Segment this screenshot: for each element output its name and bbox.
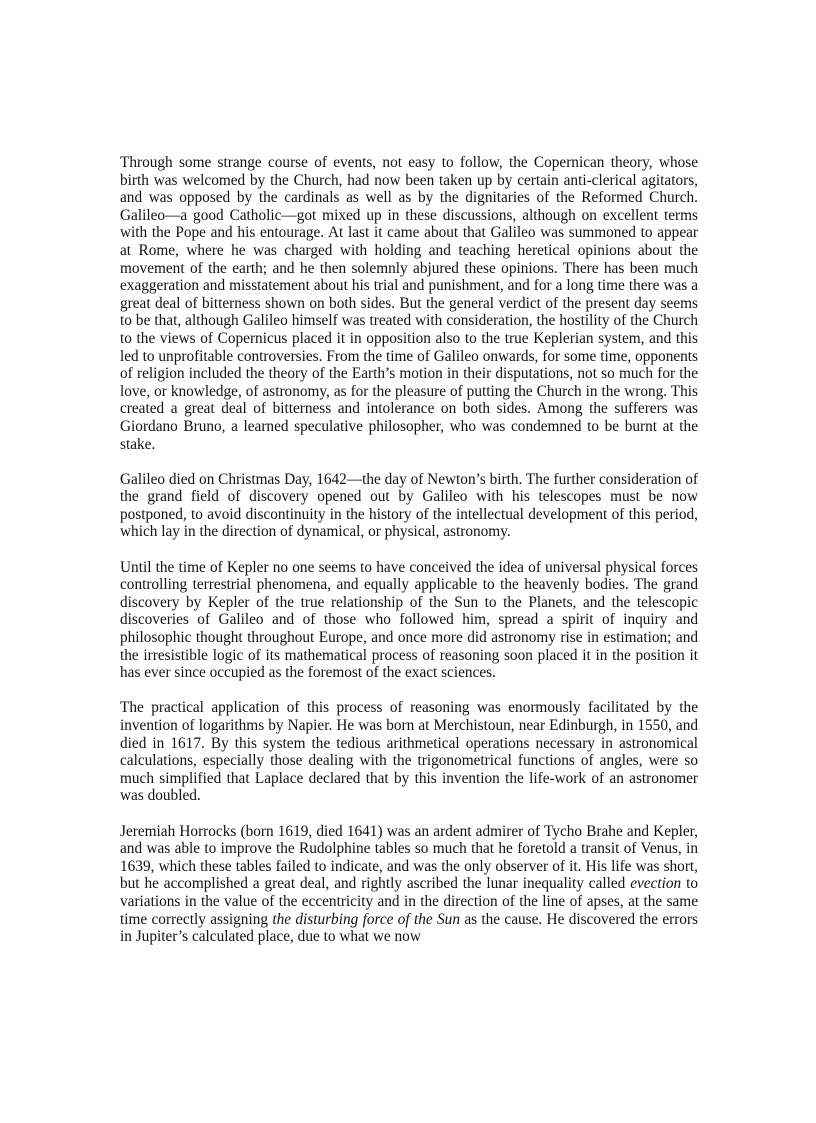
document-page	[120, 154, 698, 946]
emphasis-evection: evection	[630, 875, 682, 893]
paragraph-galileo-trial	[120, 154, 698, 453]
paragraph-napier-logarithms	[120, 699, 698, 805]
paragraph-text: Jeremiah Horrocks (born 1619, died 1641) was an ardent admirer of Tycho Brahe and Kepler, and was able to improve the Rudolphine tables so much that he foretold a transit of Venus, in 1639, which these tables failed to indicate, and was the only observer of it. His life was short, but he accomplished a great deal, and rightly ascribed the lunar inequality called	[120, 822, 698, 893]
paragraph-text: to variations in the value of the eccentricity and in the direction of the line of apses, at the same time correctly assigning	[120, 875, 698, 928]
paragraph-galileo-death	[120, 471, 698, 541]
paragraph-text: Until the time of Kepler no one seems to have conceived the idea of universal physical forces controlling terrestrial phenomena, and equally applicable to the heavenly bodies. The grand discovery by Kepler of the true relationship of the Sun to the Planets, and the telescopic discoveries of Galileo and of those who followed him, spread a spirit of inquiry and philosophic thought throughout Europe, and once more did astronomy rise in estimation; and the irresistible logic of its mathematical process of reasoning soon placed it in the position it has ever since occupied as the foremost of the exact sciences.	[120, 558, 698, 682]
paragraph-horrocks	[120, 823, 698, 946]
paragraph-text: Through some strange course of events, not easy to follow, the Copernican theory, whose birth was welcomed by the Church, had now been taken up by certain anti-clerical agitators, and was opposed by the cardinals as well as by the dignitaries of the Reformed Church. Galileo—a good Catholic—got mixed up in these discussions, although on excellent terms with the Pope and his entourage. At last it came about that Galileo was summoned to appear at Rome, where he was charged with holding and teaching heretical opinions about the movement of the earth; and he then solemnly abjured these opinions. There has been much exaggeration and misstatement about his trial and punishment, and for a long time there was a great deal of bitterness shown on both sides. But the general verdict of the present day seems to be that, although Galileo himself was treated with consideration, the hostility of the Church to the views of Copernicus placed it in opposition also to the true Keplerian system, and this led to unprofitable controversies. From the time of Galileo onwards, for some time, opponents of religion included the theory of the Earth’s motion in their disputations, not so much for the love, or knowledge, of astronomy, as for the pleasure of putting the Church in the wrong. This created a great deal of bitterness and intolerance on both sides. Among the sufferers was Giordano Bruno, a learned speculative philosopher, who was condemned to be burnt at the stake.	[120, 154, 698, 453]
paragraph-kepler-forces	[120, 559, 698, 682]
paragraph-text: as the cause. He discovered the errors in Jupiter’s calculated place, due to what we now	[120, 910, 698, 946]
paragraph-text: The practical application of this process of reasoning was enormously facilitated by the invention of logarithms by Napier. He was born at Merchistoun, near Edinburgh, in 1550, and died in 1617. By this system the tedious arithmetical operations necessary in astronomical calculations, especially those dealing with the trigonometrical functions of angles, were so much simplified that Laplace declared that by this invention the life-work of an astronomer was doubled.	[120, 699, 698, 805]
emphasis-disturbing-force: the disturbing force of the Sun	[272, 910, 460, 928]
paragraph-text: Galileo died on Christmas Day, 1642—the day of Newton’s birth. The further consideration of the grand field of discovery opened out by Galileo with his telescopes must be now postponed, to avoid discontinuity in the history of the intellectual development of this period, which lay in the direction of dynamical, or physical, astronomy.	[120, 470, 698, 541]
